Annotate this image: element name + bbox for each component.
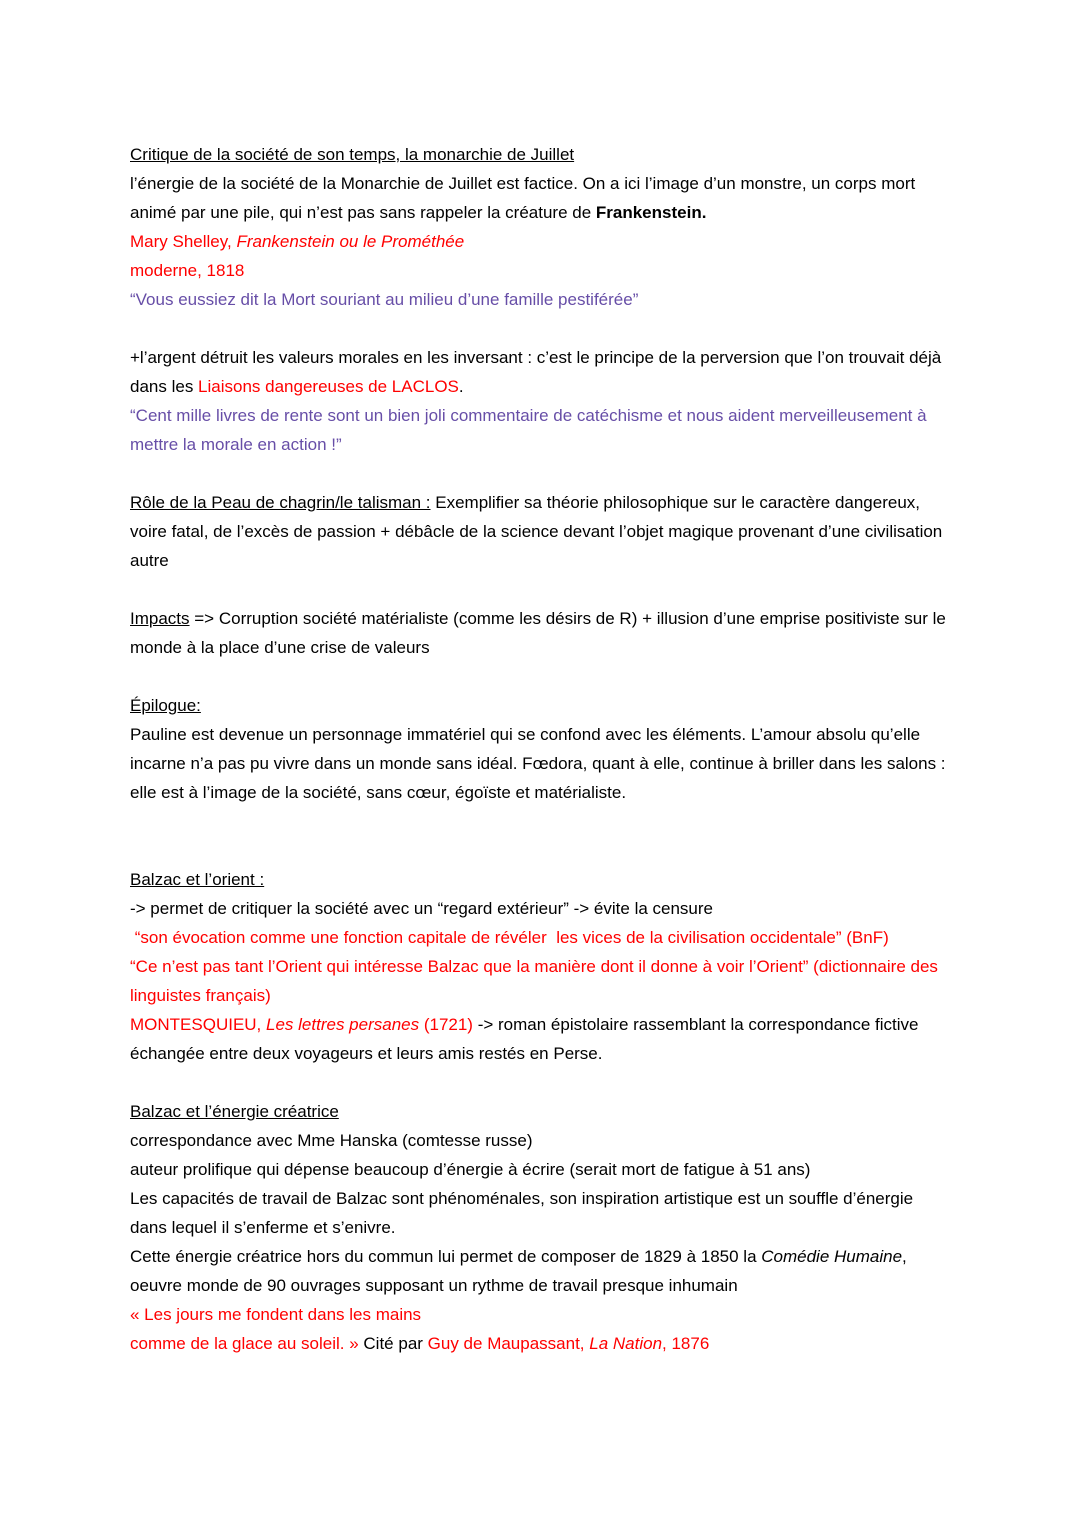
text-run: La Nation [589,1334,663,1353]
text-run: « Les jours me fondent dans les mains [130,1305,422,1324]
paragraph [130,923,953,952]
text-run: => Corruption société matérialiste (comme les désirs de R) + illusion d’une emprise positiviste sur le monde à la place d’une crise de valeurs [130,609,951,657]
document-content [130,140,953,1358]
text-run: Exemplifier sa théorie philosophique sur le caractère dangereux, voire fatal, de l’excès de passion + débâcle de la science devant l’objet magique provenant d’une civilisation autre [130,493,947,570]
blank-line [130,807,953,836]
text-run: Balzac et l’énergie créatrice [130,1102,339,1121]
paragraph [130,169,953,227]
paragraph [130,1329,953,1358]
paragraph [130,488,953,575]
paragraph [130,691,953,720]
paragraph [130,1242,953,1300]
blank-line [130,459,953,488]
blank-line [130,1068,953,1097]
text-run: Cité par [363,1334,428,1353]
paragraph [130,604,953,662]
text-run: “son évocation comme une fonction capitale de révéler les vices de la civilisation occidentale” (BnF) [130,928,889,947]
paragraph [130,343,953,401]
text-run: Balzac et l’orient : [130,870,265,889]
blank-line [130,575,953,604]
text-run: l’énergie de la société de la Monarchie de Juillet est factice. On a ici l’image d’un monstre, un corps mort animé par une pile, qui n’est pas sans rappeler la créature de [130,174,920,222]
text-run: Guy de Maupassant, [427,1334,590,1353]
text-run: Comédie Humaine [761,1247,903,1266]
blank-line [130,314,953,343]
paragraph [130,285,953,314]
text-run: Les lettres persanes [266,1015,420,1034]
text-run: Pauline est devenue un personnage immatériel qui se confond avec les éléments. L’amour absolu qu’elle incarne n’a pas pu vivre dans un monde sans idéal. Fœdora, quant à elle, continue à briller dans les salons : elle est à l’image de la société, sans cœur, égoïste et matérialiste. [130,725,951,802]
paragraph [130,865,953,894]
paragraph [130,227,953,256]
text-run: (1721) [419,1015,473,1034]
paragraph [130,1184,953,1242]
paragraph [130,952,953,1010]
blank-line [130,662,953,691]
paragraph [130,1097,953,1126]
text-run: “Vous eussiez dit la Mort souriant au milieu d’une famille pestiférée” [130,290,639,309]
text-run: MONTESQUIEU, [130,1015,267,1034]
paragraph [130,1126,953,1155]
text-run: -> roman épistolaire rassemblant la correspondance fictive échangée entre deux voyageurs et leurs amis restés en Perse. [130,1015,924,1063]
text-run: -> permet de critiquer la société avec un “regard extérieur” -> évite la censure [130,899,713,918]
text-run: correspondance avec Mme Hanska (comtesse russe) [130,1131,533,1150]
text-run: Rôle de la Peau de chagrin/le talisman : [130,493,431,512]
text-run: auteur prolifique qui dépense beaucoup d’énergie à écrire (serait mort de fatigue à 51 ans) [130,1160,811,1179]
text-run: Cette énergie créatrice hors du commun lui permet de composer de 1829 à 1850 la [130,1247,762,1266]
paragraph [130,894,953,923]
blank-line [130,836,953,865]
text-run: comme de la glace au soleil. » [130,1334,364,1353]
paragraph [130,1300,953,1329]
paragraph [130,1010,953,1068]
paragraph [130,720,953,807]
paragraph [130,401,953,459]
text-run: Mary Shelley, [130,232,237,251]
text-run: , 1876 [662,1334,710,1353]
text-run: Les capacités de travail de Balzac sont phénoménales, son inspiration artistique est un souffle d’énergie dans lequel il s’enferme et s’enivre. [130,1189,918,1237]
text-run: . [458,377,464,396]
text-run: Impacts [130,609,190,628]
text-run: “Cent mille livres de rente sont un bien joli commentaire de catéchisme et nous aident merveilleusement à mettre la morale en action !” [130,406,932,454]
paragraph [130,256,953,285]
text-run: Frankenstein. [595,203,707,222]
text-run: Épilogue: [130,696,201,715]
text-run: , oeuvre monde de 90 ouvrages supposant un rythme de travail presque inhumain [130,1247,912,1295]
text-run: Frankenstein ou le Prométhée [236,232,465,251]
text-run: moderne, 1818 [130,261,245,280]
paragraph [130,140,953,169]
text-run: +l’argent détruit les valeurs morales en les inversant : c’est le principe de la perversion que l’on trouvait déjà dans les [130,348,946,396]
text-run: “Ce n’est pas tant l’Orient qui intéresse Balzac que la manière dont il donne à voir l’Orient” (dictionnaire des linguistes français) [130,957,943,1005]
text-run: Liaisons dangereuses de LACLOS [198,377,459,396]
paragraph [130,1155,953,1184]
text-run: Critique de la société de son temps, la monarchie de Juillet [130,145,575,164]
